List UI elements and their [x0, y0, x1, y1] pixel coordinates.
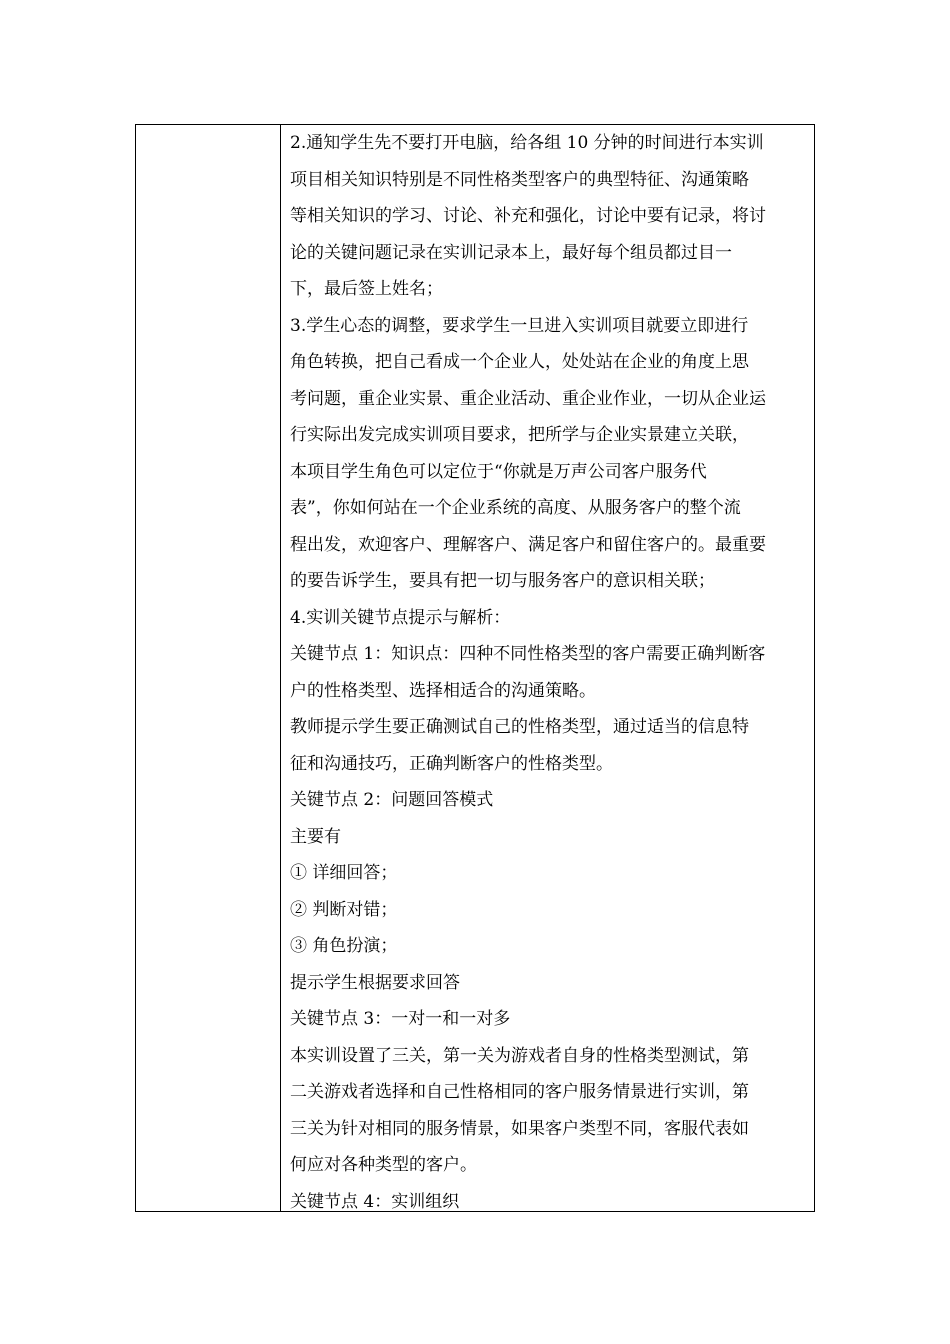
text-line: 2.通知学生先不要打开电脑，给各组 10 分钟的时间进行本实训	[290, 133, 764, 153]
text-line: 论的关键问题记录在实训记录本上，最好每个组员都过目一	[290, 242, 732, 263]
text-line: 4.实训关键节点提示与解析：	[290, 607, 511, 628]
text-line: ① 详细回答；	[290, 863, 398, 883]
table-right-cell	[281, 125, 814, 1211]
text-line: 关键节点 4：实训组织	[290, 1191, 460, 1212]
text-line: 角色转换，把自己看成一个企业人，处处站在企业的角度上思	[290, 352, 749, 372]
text-line: 关键节点 1：知识点：四种不同性格类型的客户需要正确判断客	[290, 644, 766, 664]
text-line: ② 判断对错；	[290, 899, 398, 920]
text-line: 提示学生根据要求回答	[290, 972, 460, 993]
text-line: 3.学生心态的调整，要求学生一旦进入实训项目就要立即进行	[290, 315, 749, 336]
text-line: 下，最后签上姓名；	[290, 279, 443, 299]
text-line: 户的性格类型、选择相适合的沟通策略。	[290, 680, 596, 701]
text-line: 何应对各种类型的客户。	[290, 1155, 477, 1175]
text-line: 本实训设置了三关，第一关为游戏者自身的性格类型测试，第	[290, 1045, 749, 1066]
content-table	[135, 124, 815, 1212]
text-line: 本项目学生角色可以定位于“你就是万声公司客户服务代	[290, 461, 707, 482]
text-line: 主要有	[290, 826, 341, 847]
text-line: 关键节点 2：问题回答模式	[290, 790, 494, 810]
text-line: 程出发，欢迎客户、理解客户、满足客户和留住客户的。最重要	[290, 534, 766, 555]
text-line: 考问题，重企业实景、重企业活动、重企业作业，一切从企业运	[290, 388, 766, 409]
text-line: 行实际出发完成实训项目要求，把所学与企业实景建立关联，	[290, 425, 749, 445]
text-line: 等相关知识的学习、讨论、补充和强化，讨论中要有记录，将讨	[290, 206, 766, 226]
text-line: 征和沟通技巧，正确判断客户的性格类型。	[290, 753, 613, 774]
text-line: 教师提示学生要正确测试自己的性格类型，通过适当的信息特	[290, 717, 749, 737]
text-line: 关键节点 3：一对一和一对多	[290, 1009, 511, 1029]
table-left-cell	[136, 125, 281, 1211]
text-line: 项目相关知识特别是不同性格类型客户的典型特征、沟通策略	[290, 169, 749, 190]
text-line: 的要告诉学生，要具有把一切与服务客户的意识相关联；	[290, 571, 715, 591]
text-line: 三关为针对相同的服务情景，如果客户类型不同，客服代表如	[290, 1118, 749, 1139]
text-line: 二关游戏者选择和自己性格相同的客户服务情景进行实训，第	[290, 1082, 749, 1102]
text-line: 表”，你如何站在一个企业系统的高度、从服务客户的整个流	[290, 498, 741, 518]
text-line: ③ 角色扮演；	[290, 936, 398, 956]
